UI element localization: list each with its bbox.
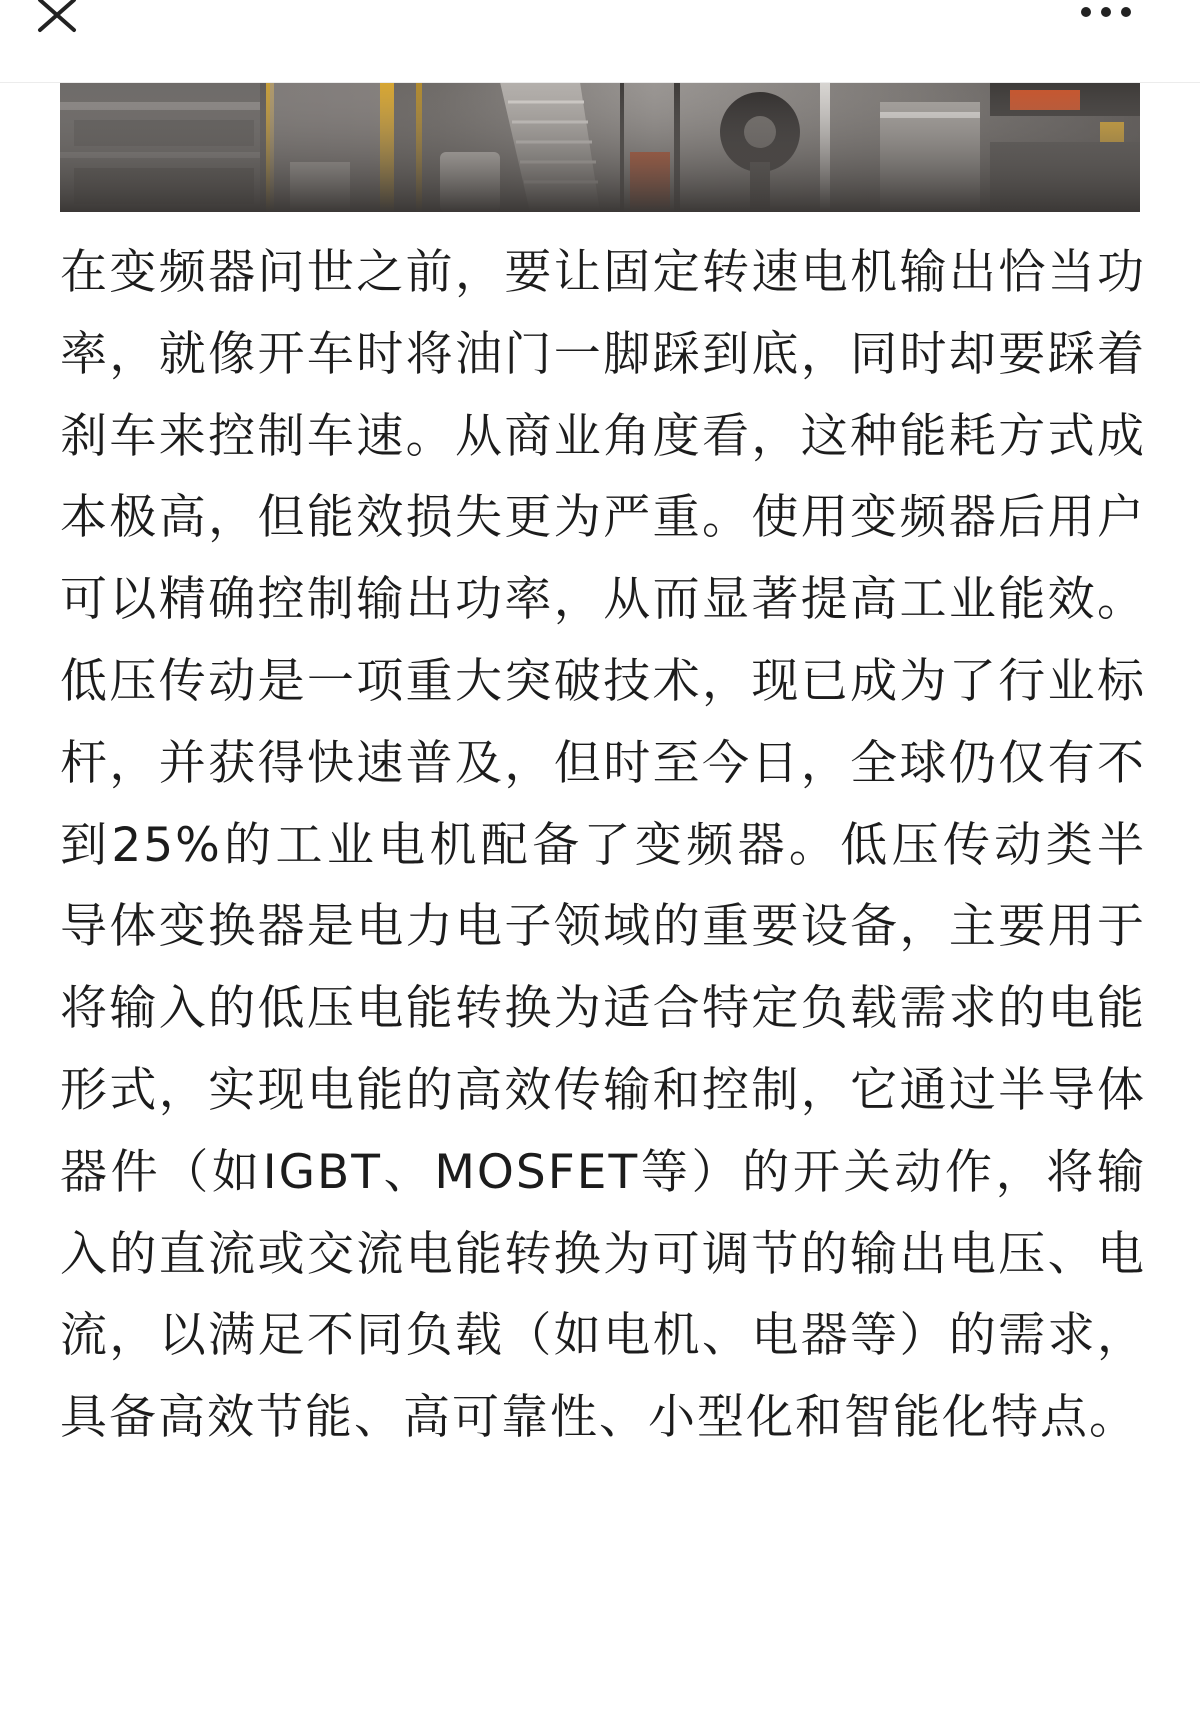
factory-photo: [60, 82, 1140, 212]
top-navigation-bar: [0, 0, 1200, 83]
article-hero-image[interactable]: [60, 82, 1140, 212]
more-options-button[interactable]: [1076, 0, 1136, 26]
close-button[interactable]: [36, 0, 80, 36]
close-icon: [36, 0, 80, 36]
more-horizontal-icon: [1076, 0, 1136, 26]
article-body-paragraph: 在变频器问世之前，要让固定转速电机输出恰当功率，就像开车时将油门一脚踩到底，同时却要踩着刹车来控制车速。从商业角度看，这种能耗方式成本极高，但能效损失更为严重。使用变频器后用户可以精确控制输出功率，从而显著提高工业能效。低压传动是一项重大突破技术，现已成为了行业标杆，并获得快速普及，但时至今日，全球仍仅有不到25%的工业电机配备了变频器。低压传动类半导体变换器是电力电子领域的重要设备，主要用于将输入的低压电能转换为适合特定负载需求的电能形式，实现电能的高效传输和控制，它通过半导体器件（如IGBT、MOSFET等）的开关动作，将输入的直流或交流电能转换为可调节的输出电压、电流，以满足不同负载（如电机、电器等）的需求，具备高效节能、高可靠性、小型化和智能化特点。: [60, 245, 1146, 1446]
